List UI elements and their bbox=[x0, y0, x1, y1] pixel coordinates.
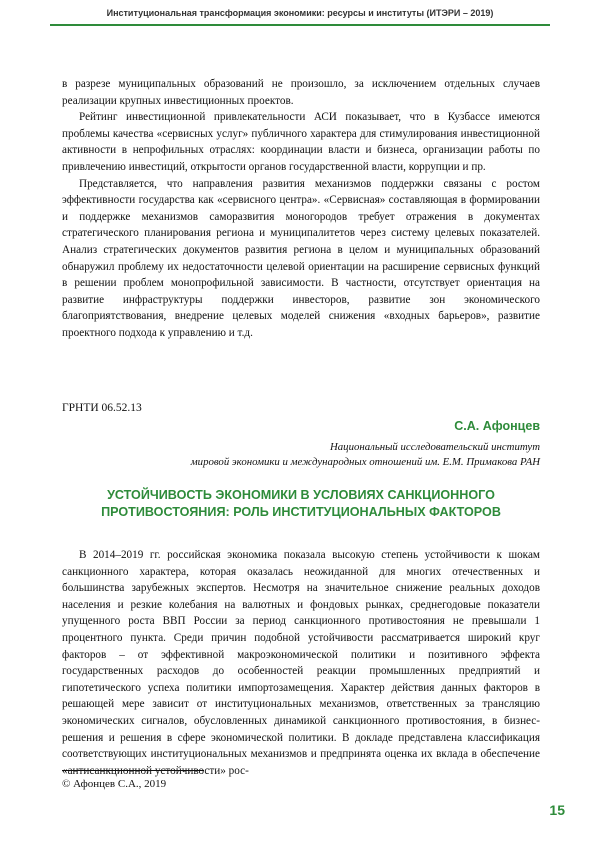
article-title-line: УСТОЙЧИВОСТЬ ЭКОНОМИКИ В УСЛОВИЯХ САНКЦИОННОГО bbox=[107, 488, 495, 502]
paragraph: В 2014–2019 гг. российская экономика показала высокую степень устойчивости к шокам санкционного характера, которая оказалась неожиданной для многих отечественных и большинства зарубежных экспертов. Несмотря на значительное снижение реальных доходов населения и резкие колебания на валютных и фондовых рынках, среднегодовые показатели упущенного роста ВВП России за период санкционного противостояния не превышали 1 процентного пункта. Среди причин подобной устойчивости рассматривается широкий круг факторов – от эффективной макроэкономической политики и позитивного эффекта государственных расходов до особенностей реакции промышленных предприятий и гипотетического успеха политики импортозамещения. Характер действия данных факторов в решающей мере зависит от институциональных механизмов, ответственных за трансляцию экономических сигналов, обусловленных динамикой санкционного противостояния, в бизнес-решения и решения в сфере экономической политики. В докладе представлена классификация соответствующих институциональных механизмов и предпринята оценка их вклада в обеспечение «антисанкционной устойчивости» рос- bbox=[62, 549, 540, 777]
affiliation-line: мировой экономики и международных отношений им. Е.М. Примакова РАН bbox=[190, 456, 540, 468]
article-title bbox=[62, 487, 540, 521]
grnti-code: ГРНТИ 06.52.13 bbox=[62, 402, 142, 414]
author-name: С.А. Афонцев bbox=[454, 419, 540, 433]
previous-article-text bbox=[62, 76, 540, 342]
header-rule bbox=[50, 24, 550, 26]
article-title-line: ПРОТИВОСТОЯНИЯ: РОЛЬ ИНСТИТУЦИОНАЛЬНЫХ ФАКТОРОВ bbox=[101, 505, 501, 519]
article-body bbox=[62, 547, 540, 779]
footnote: © Афонцев С.А., 2019 bbox=[62, 778, 167, 790]
page-number: 15 bbox=[549, 802, 565, 818]
footnote-rule bbox=[62, 770, 204, 771]
running-head: Институциональная трансформация экономики: ресурсы и институты (ИТЭРИ – 2019) bbox=[106, 8, 494, 18]
paragraph: Представляется, что направления развития механизмов поддержки связаны с ростом эффективности государства как «сервисного центра». «Сервисная» составляющая в формировании и поддержке механизмов саморазвития моногородов требует отражения в документах стратегического планирования региона и муниципалитетов через систему целевых показателей. Анализ стратегических документов развития региона в целом и муниципальных образований обнаружил проблему их недостаточности целевой ориентации на расширение сервисных функций в решении проблем монопрофильной зависимости. В частности, отсутствует ориентация на развитие инфраструктуры поддержки инвесторов, развитие зон экономического благоприятствования, внедрение целевых моделей снижения «входных барьеров», развитие проектного подхода к управлению и т.д. bbox=[62, 177, 540, 339]
paragraph: в разрезе муниципальных образований не произошло, за исключением отдельных случаев реализации крупных инвестиционных проектов. bbox=[62, 78, 540, 107]
affiliation-line: Национальный исследовательский институт bbox=[329, 441, 540, 453]
paragraph: Рейтинг инвестиционной привлекательности АСИ показывает, что в Кузбассе имеются проблемы качества «сервисных услуг» публичного характера для стимулирования инвестиционной активности в непрофильных отраслях: координации власти и бизнеса, организации работы по привлечению инвестиций, открытости органов государственной власти, коррупции и пр. bbox=[62, 111, 540, 173]
